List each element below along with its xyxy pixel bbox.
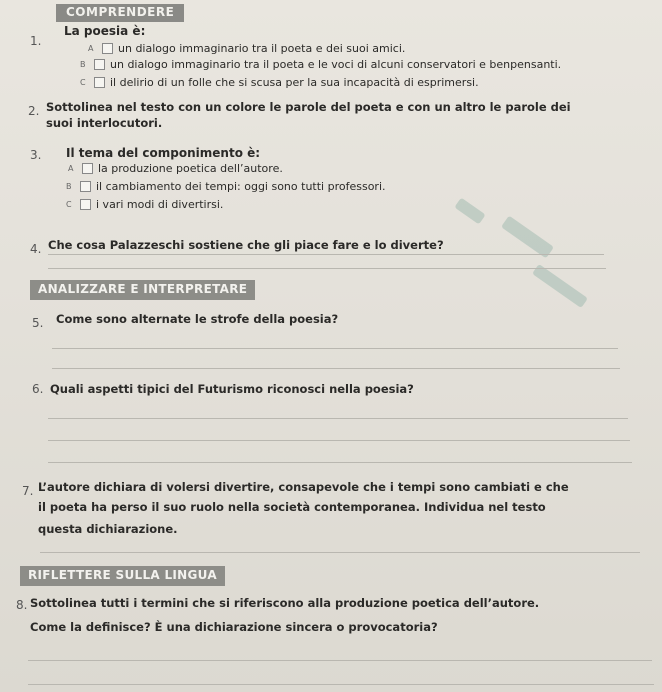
checkbox[interactable]	[94, 59, 105, 70]
question-5-text: Come sono alternate le strofe della poesia?	[56, 312, 339, 326]
option-text: un dialogo immaginario tra il poeta e dei suoi amici.	[118, 42, 406, 55]
question-number: 4.	[30, 242, 42, 256]
question-2-line-2: suoi interlocutori.	[46, 116, 163, 130]
question-4-text: Che cosa Palazzeschi sostiene che gli piace fare e lo diverte?	[48, 238, 444, 252]
question-1-text: La poesia è:	[64, 24, 146, 38]
question-number: 8.	[16, 598, 28, 612]
answer-line[interactable]	[48, 268, 606, 269]
section-header-comprendere: COMPRENDERE	[56, 4, 184, 22]
q3-option-c[interactable]	[66, 198, 223, 211]
answer-line[interactable]	[48, 254, 604, 255]
q1-option-b[interactable]	[80, 58, 561, 71]
checkbox[interactable]	[82, 163, 93, 174]
question-7-line-1: L’autore dichiara di volersi divertire, consapevole che i tempi sono cambiati e che	[38, 480, 569, 494]
answer-line[interactable]	[52, 348, 618, 349]
section-header-riflettere: RIFLETTERE SULLA LINGUA	[20, 566, 225, 586]
question-number: 3.	[30, 148, 42, 162]
checkbox[interactable]	[102, 43, 113, 54]
question-number: 7.	[22, 484, 34, 498]
question-8-line-1: Sottolinea tutti i termini che si riferiscono alla produzione poetica dell’autore.	[30, 596, 540, 610]
checkbox[interactable]	[80, 199, 91, 210]
option-text: i vari modi di divertirsi.	[96, 198, 224, 211]
ink-stain	[454, 197, 485, 224]
question-2-line-1: Sottolinea nel testo con un colore le parole del poeta e con un altro le parole dei	[46, 100, 571, 114]
question-number: 5.	[32, 316, 44, 330]
answer-line[interactable]	[48, 462, 632, 463]
question-3-text: Il tema del componimento è:	[66, 146, 261, 160]
checkbox[interactable]	[94, 77, 105, 88]
section-header-analizzare: ANALIZZARE E INTERPRETARE	[30, 280, 255, 300]
question-number: 2.	[28, 104, 40, 118]
option-text: il delirio di un folle che si scusa per la sua incapacità di esprimersi.	[110, 76, 479, 89]
answer-line[interactable]	[48, 440, 630, 441]
option-letter: A	[88, 44, 94, 53]
question-7-line-3: questa dichiarazione.	[38, 522, 178, 536]
q3-option-b[interactable]	[66, 180, 386, 193]
question-number: 1.	[30, 34, 42, 48]
answer-line[interactable]	[52, 368, 620, 369]
answer-line[interactable]	[28, 684, 654, 685]
option-letter: C	[80, 78, 86, 87]
question-8-line-2: Come la definisce? È una dichiarazione sincera o provocatoria?	[30, 620, 438, 634]
question-7-line-2: il poeta ha perso il suo ruolo nella società contemporanea. Individua nel testo	[38, 500, 546, 514]
option-text: il cambiamento dei tempi: oggi sono tutti professori.	[96, 180, 386, 193]
option-text: un dialogo immaginario tra il poeta e le voci di alcuni conservatori e benpensanti.	[110, 58, 562, 71]
ink-stain	[501, 215, 554, 258]
option-letter: C	[66, 200, 72, 209]
ink-stain	[532, 264, 588, 308]
option-letter: A	[68, 164, 74, 173]
option-letter: B	[80, 60, 86, 69]
q1-option-c[interactable]	[80, 76, 479, 89]
q1-option-a[interactable]	[88, 42, 405, 55]
answer-line[interactable]	[40, 552, 640, 553]
question-number: 6.	[32, 382, 44, 396]
checkbox[interactable]	[80, 181, 91, 192]
option-text: la produzione poetica dell’autore.	[98, 162, 283, 175]
answer-line[interactable]	[28, 660, 652, 661]
question-6-text: Quali aspetti tipici del Futurismo riconosci nella poesia?	[50, 382, 414, 396]
q3-option-a[interactable]	[68, 162, 283, 175]
answer-line[interactable]	[48, 418, 628, 419]
option-letter: B	[66, 182, 72, 191]
